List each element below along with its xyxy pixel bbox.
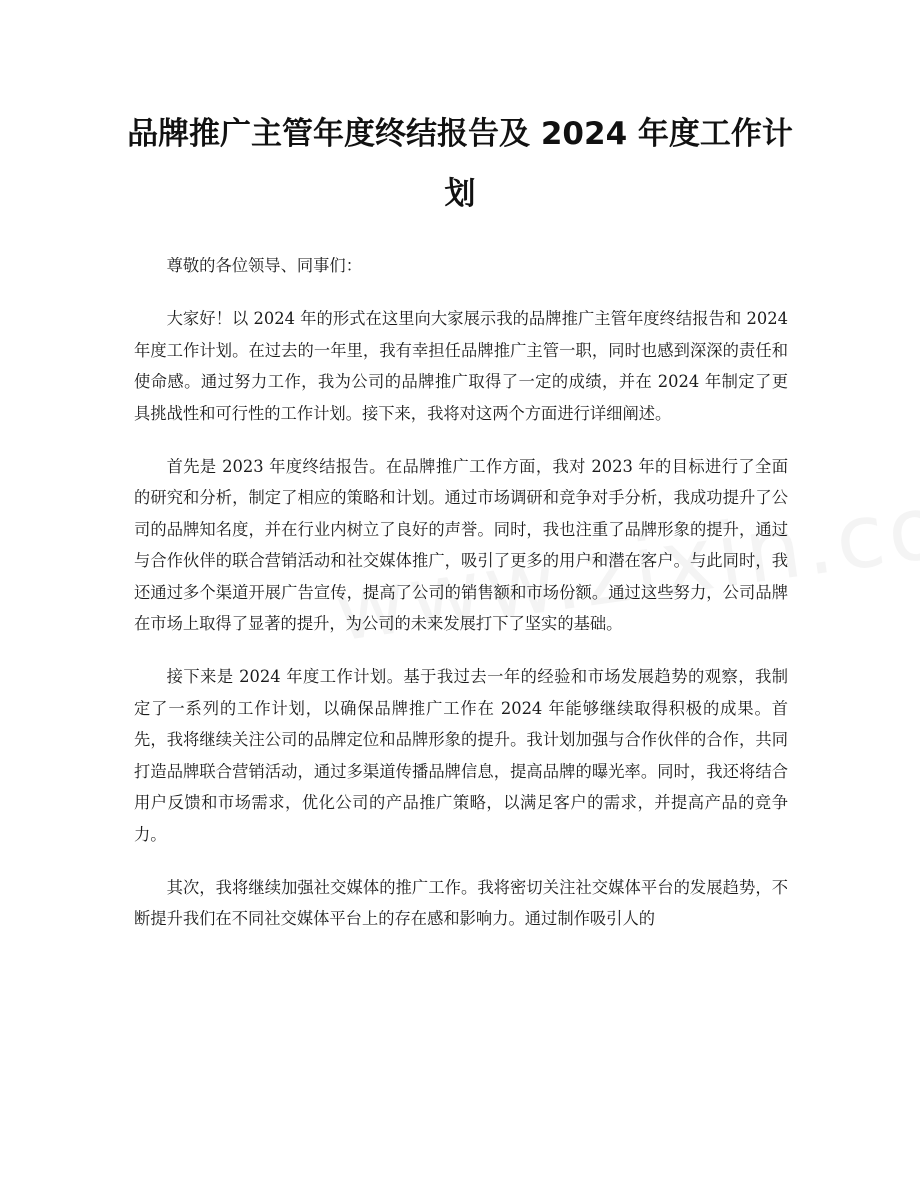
paragraph-salutation: 尊敬的各位领导、同事们： [166,256,362,275]
paragraph-work-plan: 接下来是 2024 年度工作计划。基于我过去一年的经验和市场发展趋势的观察，我制定了一系列的工作计划，以确保品牌推广工作在 2024 年能够继续取得积极的成果。首先，我将继续关注公司的品牌定位和品牌形象的提升。我计划加强与合作伙伴的合作，共同打造品牌联合营销活动，通过多渠道传播品牌信息，提高品牌的曝光率。同时，我还将结合用户反馈和市场需求，优化公司的产品推广策略，以满足客户的需求，并提高产品的竞争力。 [134,667,788,844]
paragraph-intro: 大家好！以 2024 年的形式在这里向大家展示我的品牌推广主管年度终结报告和 2024 年度工作计划。在过去的一年里，我有幸担任品牌推广主管一职，同时也感到深深的责任和使命感。通过努力工作，我为公司的品牌推广取得了一定的成绩，并在 2024 年制定了更具挑战性和可行性的工作计划。接下来，我将对这两个方面进行详细阐述。 [134,309,788,423]
document-title: 品牌推广主管年度终结报告及 2024 年度工作计划 [127,116,793,212]
paragraph-annual-report: 首先是 2023 年度终结报告。在品牌推广工作方面，我对 2023 年的目标进行了全面的研究和分析，制定了相应的策略和计划。通过市场调研和竞争对手分析，我成功提升了公司的品牌知名度，并在行业内树立了良好的声誉。同时，我也注重了品牌形象的提升，通过与合作伙伴的联合营销活动和社交媒体推广，吸引了更多的用户和潜在客户。与此同时，我还通过多个渠道开展广告宣传，提高了公司的销售额和市场份额。通过这些努力，公司品牌在市场上取得了显著的提升，为公司的未来发展打下了坚实的基础。 [134,457,788,634]
paragraph-social-media: 其次，我将继续加强社交媒体的推广工作。我将密切关注社交媒体平台的发展趋势，不断提升我们在不同社交媒体平台上的存在感和影响力。通过制作吸引人的 [134,877,788,929]
document-body [134,250,788,957]
